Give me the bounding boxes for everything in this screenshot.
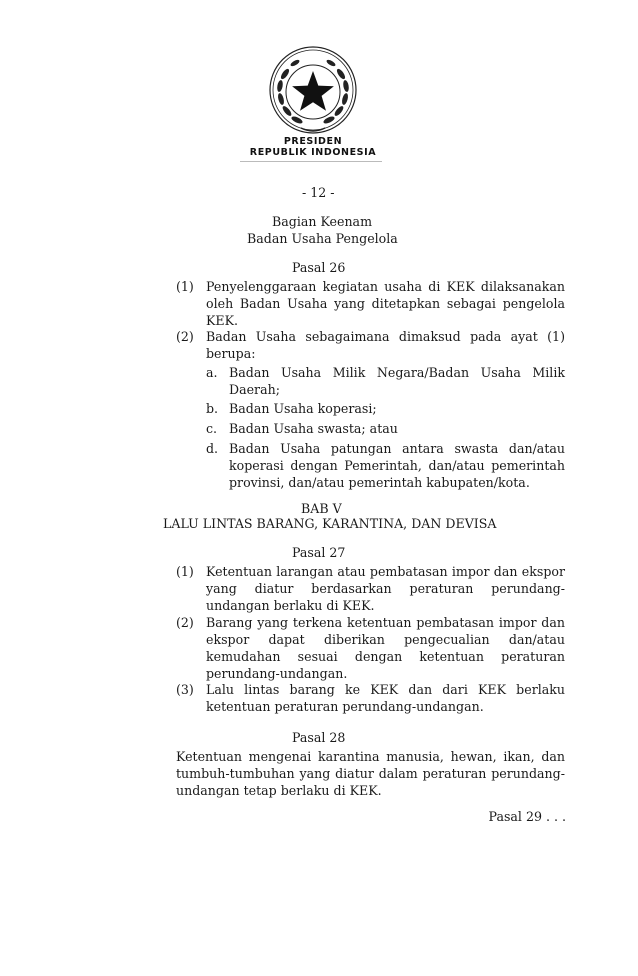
item-text: Penyelenggaraan kegiatan usaha di KEK dilaksanakan oleh Badan Usaha yang ditetapkan sebagai pengelola KEK. <box>206 279 565 328</box>
emblem-subtitle: REPUBLIK INDONESIA <box>249 147 377 158</box>
item-text: Barang yang terkena ketentuan pembatasan impor dan ekspor dapat diberikan pengecualian dan/atau kemudahan sesuai dengan ketentuan peraturan perundang-undangan. <box>206 615 565 681</box>
pasal-27-title: Pasal 27 <box>292 545 346 560</box>
pasal-26-title: Pasal 26 <box>292 260 346 275</box>
bab-subtitle: LALU LINTAS BARANG, KARANTINA, DAN DEVISA <box>163 516 497 531</box>
item-number: (2) <box>176 329 194 344</box>
item-number: (2) <box>176 615 194 630</box>
pasal-26-subitem-b <box>206 400 565 417</box>
subitem-letter: b. <box>206 401 219 416</box>
pasal-26-subitem-d <box>206 440 565 491</box>
subitem-text: Badan Usaha Milik Negara/Badan Usaha Milik Daerah; <box>229 365 565 397</box>
emblem-title: PRESIDEN <box>283 136 343 147</box>
pasal-28-text: Ketentuan mengenai karantina manusia, hewan, ikan, dan tumbuh-tumbuhan yang diatur dalam peraturan perundang-undangan tetap berlaku di KEK. <box>176 749 565 798</box>
item-number: (3) <box>176 682 194 697</box>
pasal-26-item-1 <box>176 278 565 329</box>
subitem-text: Badan Usaha patungan antara swasta dan/atau koperasi dengan Pemerintah, dan/atau pemerintah provinsi, dan/atau pemerintah kabupaten/kota. <box>229 441 565 490</box>
item-text: Ketentuan larangan atau pembatasan impor dan ekspor yang diatur berdasarkan peraturan perundang-undangan berlaku di KEK. <box>206 564 565 613</box>
pasal-27-item-2 <box>176 614 565 682</box>
emblem-underline <box>240 161 382 162</box>
subitem-letter: d. <box>206 441 219 456</box>
item-text: Badan Usaha sebagaimana dimaksud pada ayat (1) berupa: <box>206 329 565 361</box>
subitem-text: Badan Usaha swasta; atau <box>229 421 398 436</box>
pasal-27-item-3 <box>176 681 565 715</box>
subitem-text: Badan Usaha koperasi; <box>229 401 377 416</box>
bab-title: BAB V <box>301 501 342 516</box>
pasal-26-item-2 <box>176 328 565 362</box>
pasal-26-subitem-c <box>206 420 565 437</box>
section-title: Bagian Keenam <box>272 214 373 229</box>
pasal-28-title: Pasal 28 <box>292 730 346 745</box>
section-subtitle: Badan Usaha Pengelola <box>247 231 398 246</box>
pasal-26-subitem-a <box>206 364 565 398</box>
next-page-reference: Pasal 29 . . . <box>488 809 566 824</box>
item-text: Lalu lintas barang ke KEK dan dari KEK berlaku ketentuan peraturan perundang-undangan. <box>206 682 565 714</box>
presidential-emblem <box>238 44 388 162</box>
item-number: (1) <box>176 279 194 294</box>
item-number: (1) <box>176 564 194 579</box>
garuda-star-wreath-icon <box>265 44 361 136</box>
page-number: - 12 - <box>302 185 335 200</box>
subitem-letter: c. <box>206 421 218 436</box>
pasal-27-item-1 <box>176 563 565 614</box>
subitem-letter: a. <box>206 365 218 380</box>
